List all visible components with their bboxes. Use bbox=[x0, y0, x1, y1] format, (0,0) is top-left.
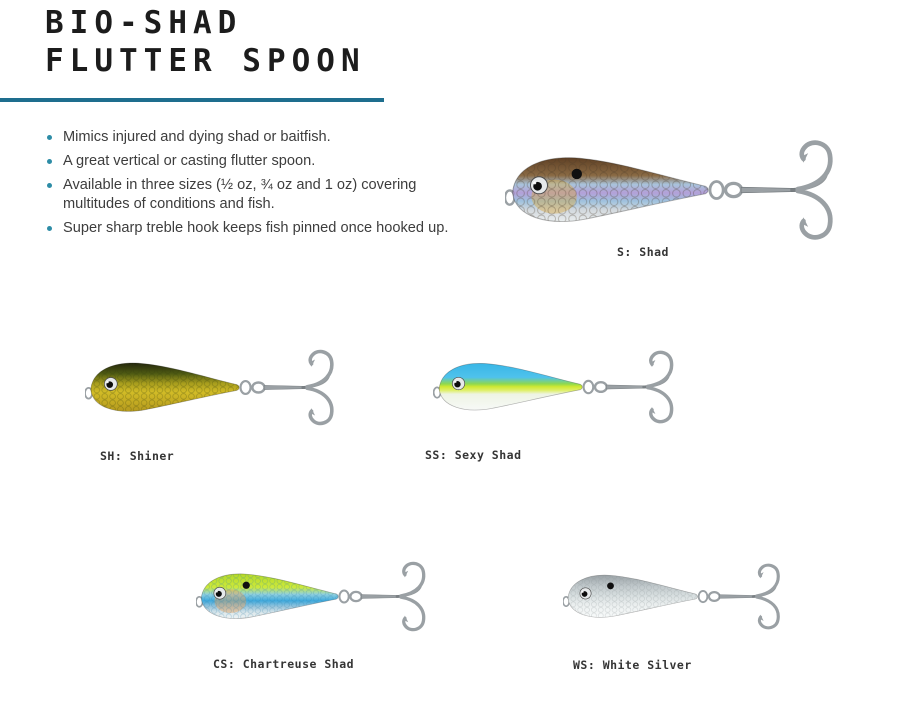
feature-list bbox=[44, 128, 482, 243]
lure-label-white-silver: WS: White Silver bbox=[573, 658, 692, 672]
lure-figure-chartreuse-shad bbox=[196, 560, 434, 671]
accent-divider bbox=[0, 98, 384, 102]
lure-figure-shad bbox=[505, 138, 845, 259]
page-title-line2: FLUTTER SPOON bbox=[45, 43, 366, 79]
lure-image-sexy-shad bbox=[433, 349, 683, 425]
feature-item: Mimics injured and dying shad or baitfish. bbox=[44, 128, 482, 147]
lure-label-shad: S: Shad bbox=[617, 245, 669, 259]
feature-item: Super sharp treble hook keeps fish pinned once hooked up. bbox=[44, 219, 482, 238]
lure-image-shad bbox=[505, 138, 845, 242]
page-title bbox=[45, 4, 366, 80]
lure-label-shiner: SH: Shiner bbox=[100, 449, 175, 463]
feature-item: Available in three sizes (½ oz, ¾ oz and 1 oz) covering multitudes of conditions and fish. bbox=[44, 176, 482, 214]
lure-image-shiner bbox=[85, 348, 343, 427]
lure-label-chartreuse-shad: CS: Chartreuse Shad bbox=[213, 657, 355, 671]
page-title-line1: BIO-SHAD bbox=[45, 5, 243, 41]
lure-image-white-silver bbox=[563, 562, 788, 631]
lure-label-sexy-shad: SS: Sexy Shad bbox=[425, 448, 522, 462]
lure-figure-sexy-shad bbox=[425, 349, 683, 462]
lure-figure-white-silver bbox=[563, 562, 788, 672]
lure-image-chartreuse-shad bbox=[196, 560, 434, 633]
feature-item: A great vertical or casting flutter spoon. bbox=[44, 152, 482, 171]
lure-figure-shiner bbox=[85, 348, 343, 463]
